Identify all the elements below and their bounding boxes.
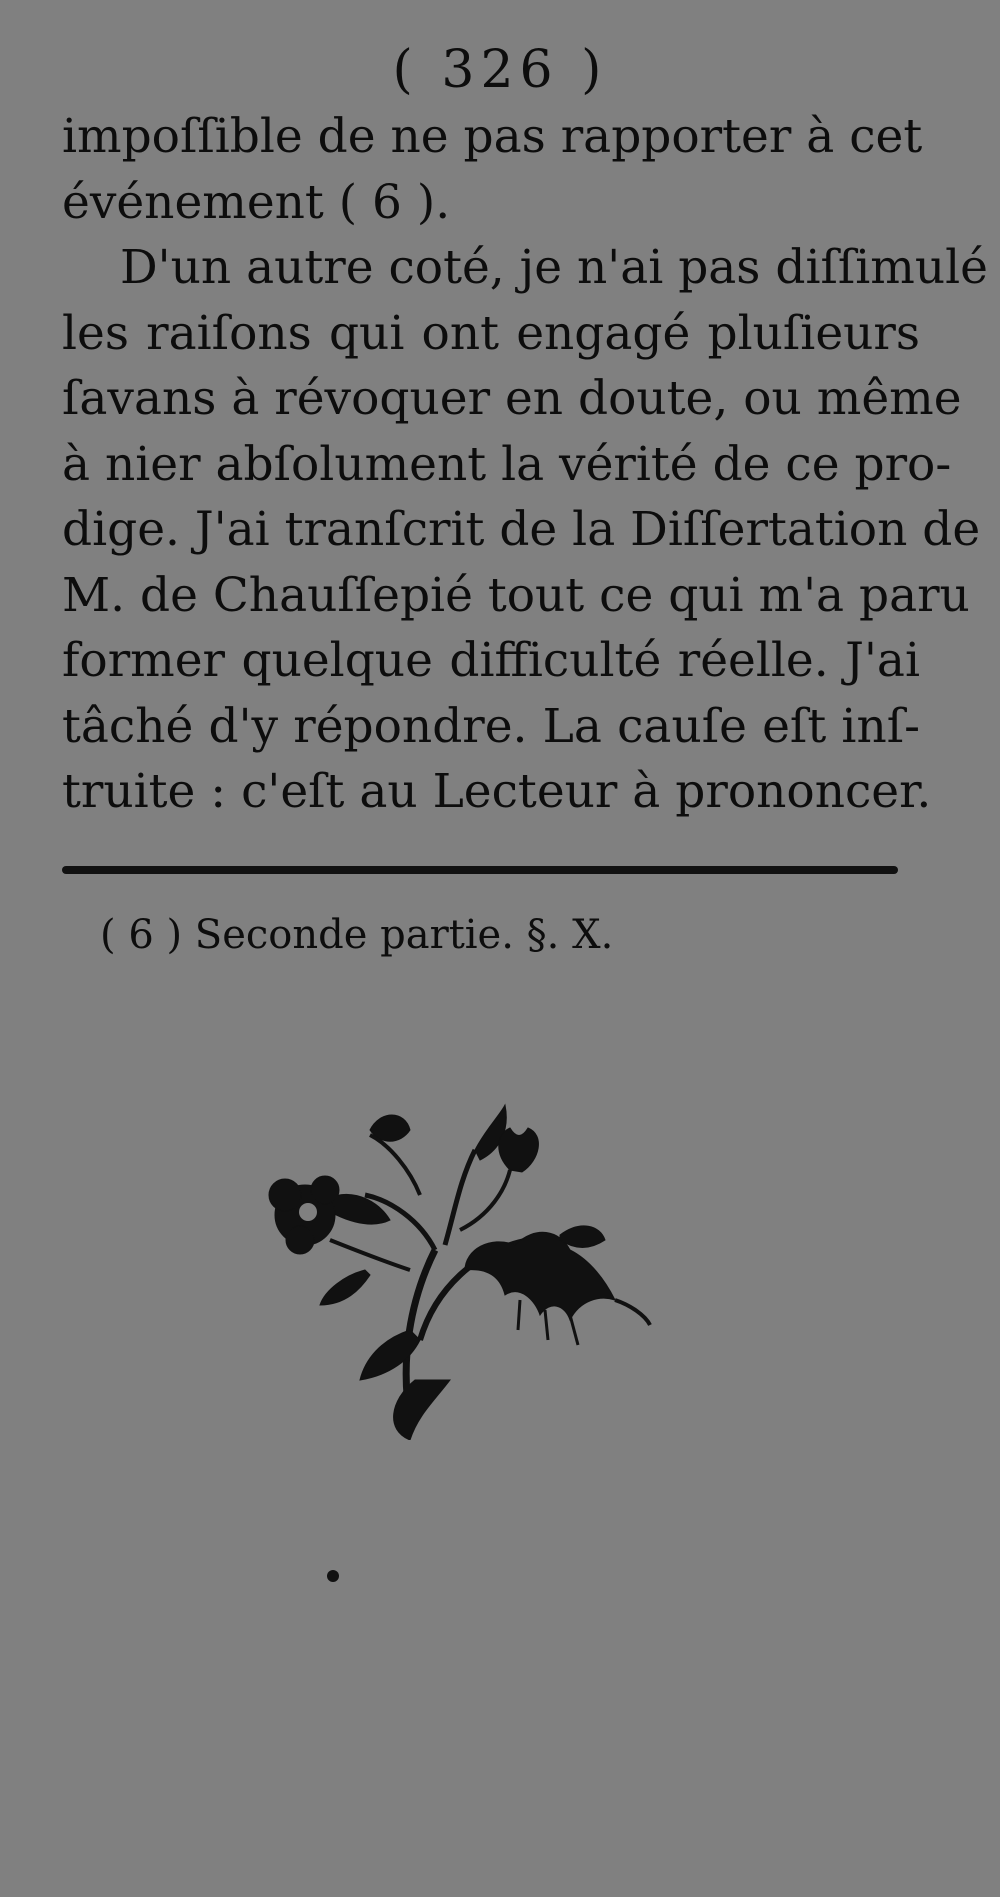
- text-line-3: D'un autre coté, je n'ai pas diſſimulé: [120, 240, 988, 295]
- text-line-5: ſavans à révoquer en doute, ou même: [62, 371, 962, 426]
- ink-dot: [327, 1570, 339, 1582]
- text-line-7: dige. J'ai tranſcrit de la Diſſertation de: [62, 502, 981, 557]
- page-number: ( 326 ): [392, 40, 608, 100]
- flower-ornament-icon: [260, 1100, 660, 1440]
- text-line-8: M. de Chauſſepié tout ce qui m'a paru: [62, 567, 970, 623]
- footnote: ( 6 ) Seconde partie. §. X.: [100, 912, 614, 958]
- text-line-4: les raiſons qui ont engagé pluſieurs: [62, 305, 920, 361]
- body-text: [62, 104, 988, 825]
- text-line-1: impoſſible de ne pas rapporter à cet: [62, 109, 923, 164]
- text-line-10: tâché d'y répondre. La cauſe eſt inſ-: [62, 698, 920, 754]
- text-line-11: truite : c'eſt au Lecteur à prononcer.: [62, 764, 932, 819]
- text-line-9: former quelque difficulté réelle. J'ai: [62, 633, 920, 688]
- text-line-6: à nier abſolument la vérité de ce pro-: [62, 436, 952, 492]
- text-line-2: événement ( 6 ).: [62, 174, 451, 230]
- footnote-divider: [62, 866, 898, 874]
